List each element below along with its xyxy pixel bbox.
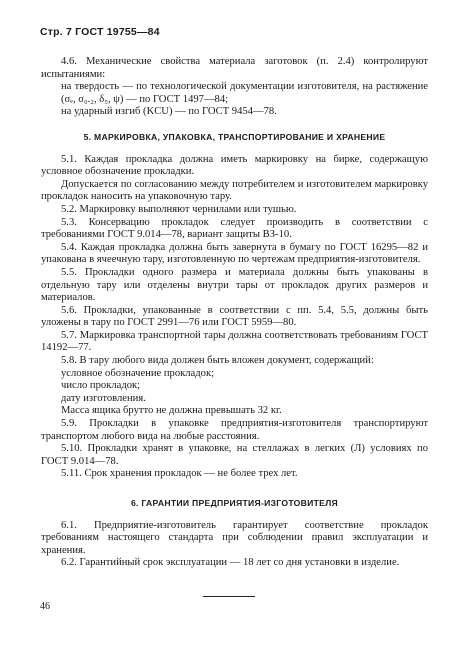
document-item: условное обозначение прокладок; — [61, 367, 215, 379]
paragraph-5-10: 5.10. Прокладки хранят в упаковке, на стеллажах в легких (Л) условиях по ГОСТ 9.014—78. — [41, 443, 428, 467]
paragraph-mass: Масса ящика брутто не должна превышать 32 кг. — [61, 405, 282, 417]
footer-divider — [203, 596, 255, 597]
section-6-heading: 6. ГАРАНТИИ ПРЕДПРИЯТИЯ-ИЗГОТОВИТЕЛЯ — [130, 498, 339, 508]
clause-4-6-line: на ударный изгиб (KCU) — по ГОСТ 9454—78. — [61, 106, 277, 118]
paragraph-5-7: 5.7. Маркировка транспортной тары должна соответствовать требованиям ГОСТ 14192—77. — [41, 329, 428, 354]
paragraph-5-1: 5.1. Каждая прокладка должна иметь маркировку на бирке, содержащую условное обозначение прокладки. — [41, 153, 428, 178]
paragraph-5-3: 5.3. Консервацию прокладок следует производить в соответствии с требованиями ГОСТ 9.014—78, вариант защиты ВЗ-10. — [41, 216, 428, 241]
running-header: Стр. 7 ГОСТ 19755—84 — [40, 26, 160, 38]
paragraph-5-6: 5.6. Прокладки, упакованные в соответствии с пп. 5.4, 5.5, должны быть уложены в тару по ГОСТ 2991—76 или ГОСТ 5959—80. — [41, 304, 428, 329]
document-item: дату изготовления. — [61, 392, 146, 404]
clause-4-6-line: на твердость — по технологической документации изготовителя, на растяжение (σₑ, σ₀.₂, δ₅, ψ) — по ГОСТ 1497—84; — [61, 81, 428, 105]
paragraph-5-5: 5.5. Прокладки одного размера и материала должны быть упакованы в отдельную тару или отделены внутри тары от прокладок других размеров и материалов. — [41, 266, 428, 304]
paragraph-5-4: 5.4. Каждая прокладка должна быть завернута в бумагу по ГОСТ 16295—82 и упакована в ячеечную тару, изготовленную по чертежам предприятия-изготовителя. — [41, 241, 428, 266]
body-text — [41, 56, 428, 570]
paragraph-5-2: 5.2. Маркировку выполняют чернилами или тушью. — [61, 203, 297, 215]
paragraph-5-1-note: Допускается по согласованию между потребителем и изготовителем маркировку прокладок наносить на упаковочную тару. — [41, 178, 428, 203]
page-number: 46 — [40, 601, 50, 612]
paragraph-6-1: 6.1. Предприятие-изготовитель гарантирует соответствие прокладок требованиям настоящего стандарта при соблюдении правил эксплуатации и хранения. — [41, 519, 428, 556]
document-item: число прокладок; — [61, 380, 141, 392]
paragraph-5-11: 5.11. Срок хранения прокладок — не более трех лет. — [61, 468, 298, 480]
paragraph-5-8: 5.8. В тару любого вида должен быть вложен документ, содержащий: — [61, 355, 374, 367]
clause-4-6-intro: 4.6. Механические свойства материала заготовок (п. 2.4) контролируют испытаниями: — [41, 56, 428, 80]
section-5-heading: 5. МАРКИРОВКА, УПАКОВКА, ТРАНСПОРТИРОВАНИЕ И ХРАНЕНИЕ — [83, 131, 386, 142]
paragraph-5-9: 5.9. Прокладки в упаковке предприятия-изготовителя транспортируют транспортом любого вида на любые расстояния. — [41, 418, 428, 442]
paragraph-6-2: 6.2. Гарантийный срок эксплуатации — 18 лет со дня установки в изделие. — [61, 557, 400, 569]
